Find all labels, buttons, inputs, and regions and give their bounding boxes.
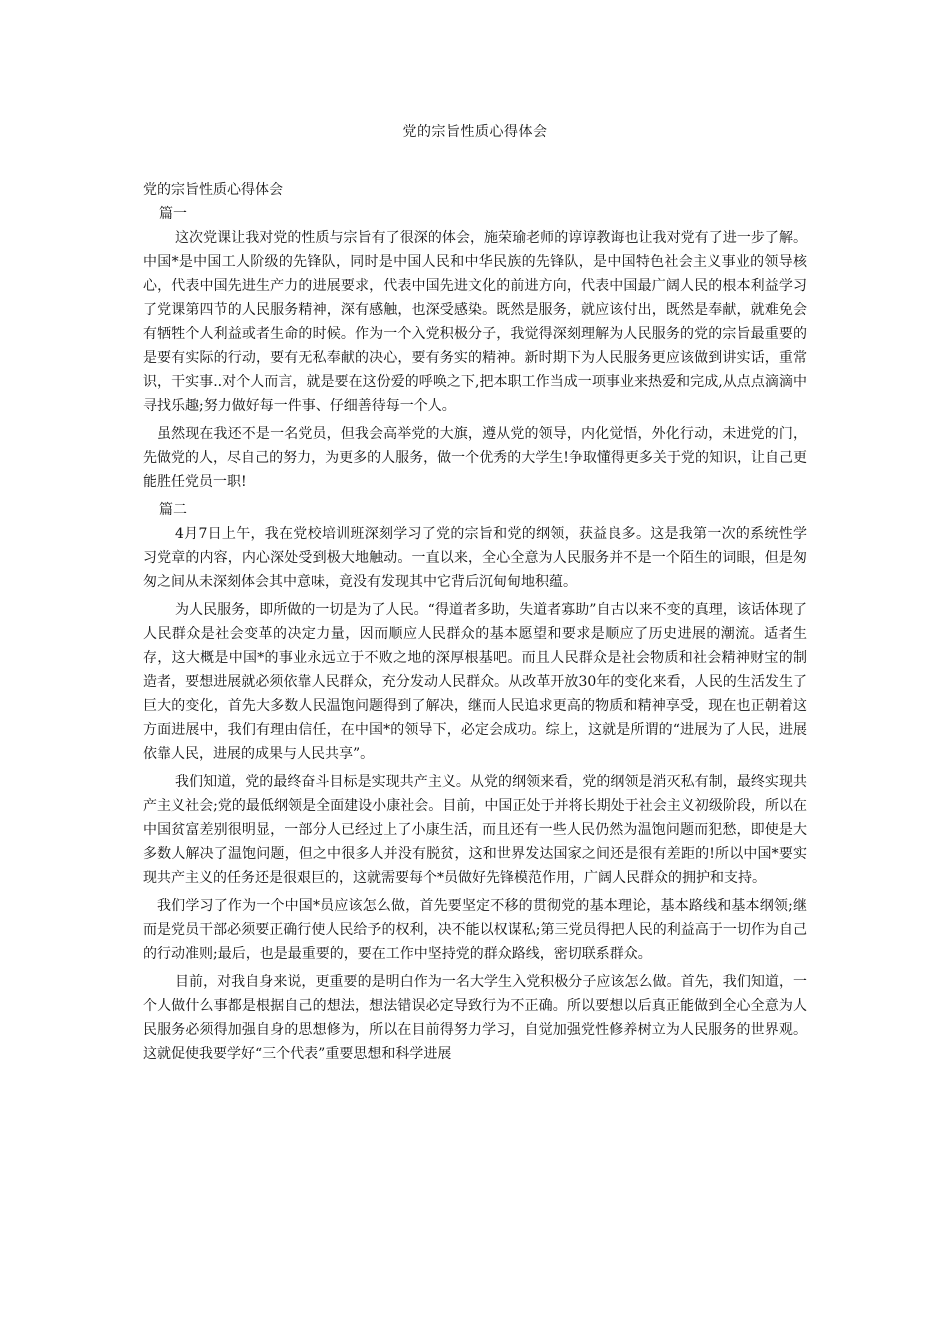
paragraph: 为人民服务，即所做的一切是为了人民。“得道者多助，失道者寡助”自古以来不变的真理，该话体现了人民群众是社会变革的决定力量，因而顺应人民群众的基本愿望和要求是顺应了历史进展的潮流。适者生存，这大概是中国*的事业永远立于不败之地的深厚根基吧。而且人民群众是社会物质和社会精神财宝的制造者，要想进展就必须依靠人民群众，充分发动人民群众。从改革开放30年的变化来看，人民的生活发生了巨大的变化，首先大多数人民温饱问题得到了解决，继而人民追求更高的物质和精神享受，现在也正朝着这方面进展中，我们有理由信任，在中国*的领导下，必定会成功。综上，这就是所谓的“进展为了人民，进展依靠人民，进展的成果与人民共享”。 bbox=[143, 602, 807, 762]
paragraph: 这次党课让我对党的性质与宗旨有了很深的体会，施荣瑜老师的谆谆教诲也让我对党有了进一步了解。中国*是中国工人阶级的先锋队，同时是中国人民和中华民族的先锋队，是中国特色社会主义事业的领导核心，代表中国先进生产力的进展要求，代表中国先进文化的前进方向，代表中国最广阔人民的根本利益学习了党课第四节的人民服务精神，深有感触，也深受感染。既然是服务，就应该付出，既然是奉献，就难免会有牺牲个人利益或者生命的时候。作为一个入党积极分子，我觉得深刻理解为人民服务的党的宗旨最重要的是要有实际的行动，要有无私奉献的决心，要有务实的精神。新时期下为人民服务更应该做到讲实话，重常识，干实事..对个人而言，就是要在这份爱的呼唤之下,把本职工作当成一项事业来热爱和完成,从点点滴滴中寻找乐趣;努力做好每一件事、仔细善待每一个人。 bbox=[143, 230, 807, 414]
paragraph: 我们知道，党的最终奋斗目标是实现共产主义。从党的纲领来看，党的纲领是消灭私有制，最终实现共产主义社会;党的最低纲领是全面建设小康社会。目前，中国正处于并将长期处于社会主义初级阶段，所以在中国贫富差别很明显，一部分人已经过上了小康生活，而且还有一些人民仍然为温饱问题而犯愁，即使是大多数人解决了温饱问题，但之中很多人并没有脱贫，这和世界发达国家之间还是很有差距的!所以中国*要实现共产主义的任务还是很艰巨的，这就需要每个*员做好先锋模范作用，广阔人民群众的拥护和支持。 bbox=[143, 774, 807, 886]
document-subtitle: 党的宗旨性质心得体会 bbox=[143, 182, 283, 198]
paragraph: 虽然现在我还不是一名党员，但我会高举党的大旗，遵从党的领导，内化觉悟，外化行动，未进党的门，先做党的人，尽自己的努力，为更多的人服务，做一个优秀的大学生!争取懂得更多关于党的知识，让自己更能胜任党员一职! bbox=[143, 426, 807, 490]
section-label-1: 篇一 bbox=[159, 206, 187, 222]
paragraph: 目前，对我自身来说，更重要的是明白作为一名大学生入党积极分子应该怎么做。首先，我们知道，一个人做什么事都是根据自己的想法，想法错误必定导致行为不正确。所以要想以后真正能做到全心全意为人民服务必须得加强自身的思想修为，所以在目前得努力学习，自觉加强党性修养树立为人民服务的世界观。这就促使我要学好“三个代表”重要思想和科学进展 bbox=[143, 974, 807, 1062]
paragraph: 我们学习了作为一个中国*员应该怎么做，首先要坚定不移的贯彻党的基本理论，基本路线和基本纲领;继而是党员干部必须要正确行使人民给予的权利，决不能以权谋私;第三党员得把人民的利益高于一切作为自己的行动准则;最后，也是最重要的，要在工作中坚持党的群众路线，密切联系群众。 bbox=[143, 898, 807, 962]
paragraph: 4月7日上午，我在党校培训班深刻学习了党的宗旨和党的纲领，获益良多。这是我第一次的系统性学习党章的内容，内心深处受到极大地触动。一直以来，全心全意为人民服务并不是一个陌生的词眼，但是匆匆之间从未深刻体会其中意味，竟没有发现其中它背后沉甸甸地积蕴。 bbox=[143, 526, 807, 590]
document-page bbox=[143, 120, 807, 1070]
section-label-2: 篇二 bbox=[159, 502, 187, 518]
document-title: 党的宗旨性质心得体会 bbox=[402, 124, 548, 140]
